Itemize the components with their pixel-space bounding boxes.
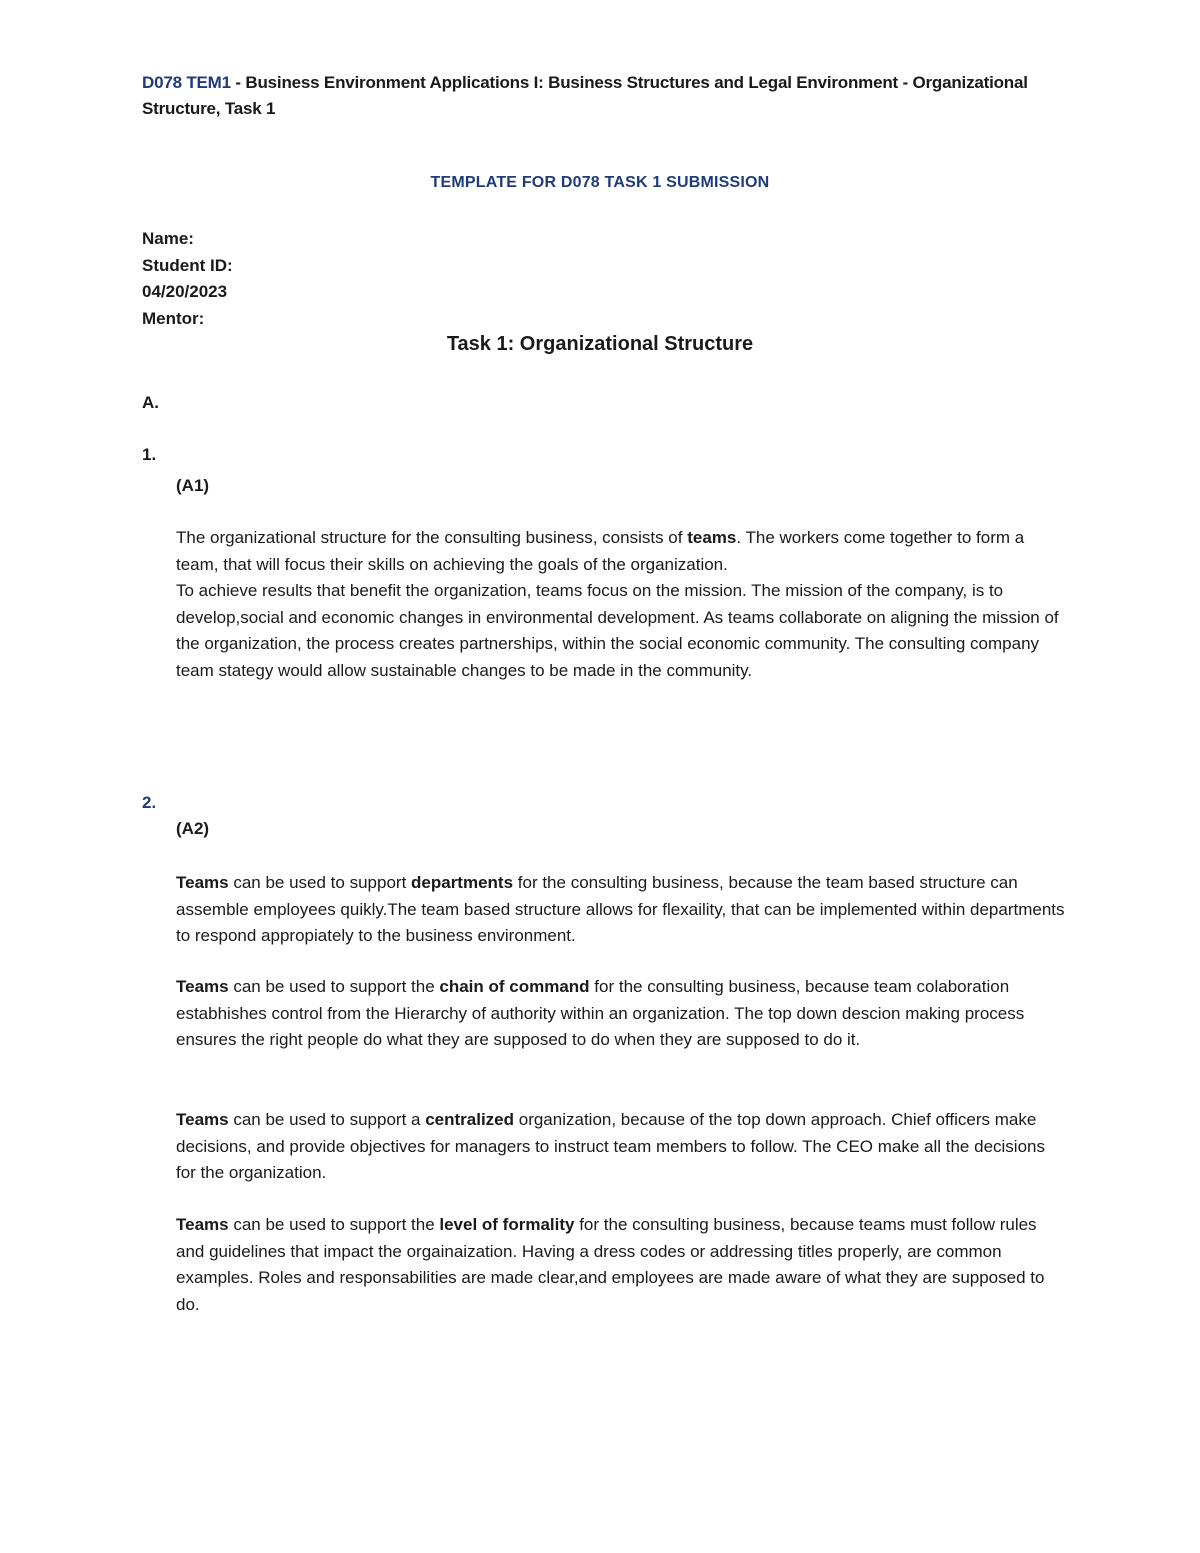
item-2-paragraph-centralized: Teams can be used to support a centralized organization, because of the top down approach. Chief officers make decisions, and provide objectives for managers to instruct team members to follow. The CEO make all the decisions for the organization. (176, 1110, 1045, 1182)
item-2-paragraph-departments: Teams can be used to support departments for the consulting business, because the team based structure can assemble employees quikly.The team based structure allows for flexaility, that can be implemented within departments to respond appropiately to the business environment. (176, 873, 1065, 945)
item-1-text (176, 525, 1066, 684)
item-2-number: 2. (142, 793, 157, 812)
course-code: D078 TEM1 (142, 73, 231, 92)
item-1-paragraph-1: The organizational structure for the consulting business, consists of teams. The workers come together to form a team, that will focus their skills on achieving the goals of the organization. (176, 528, 1025, 574)
student-id-label: Student ID: (142, 255, 233, 275)
document-header (142, 70, 1042, 122)
task-title: Task 1: Organizational Structure (446, 333, 754, 355)
item-1-paragraph-2: To achieve results that benefit the organization, teams focus on the mission. The mission of the company, is to develop,social and economic changes in environmental development. As teams collaborate on aligning the mission of the organization, the process creates partnerships, within the social economic community. The consulting company team stategy would allow sustainable changes to be made in the community. (176, 581, 1059, 680)
name-label: Name: (142, 229, 194, 248)
item-2-paragraph-formality: Teams can be used to support the level of formality for the consulting business, because teams must follow rules and guidelines that impact the orgainaization. Having a dress codes or addressing titles properly, are common examples. Roles and responsabilities are made clear,and employees are made aware of what they are supposed to do. (176, 1215, 1045, 1314)
student-info (142, 226, 233, 332)
template-title: TEMPLATE FOR D078 TASK 1 SUBMISSION (430, 174, 770, 191)
item-2-paragraph-chain-of-command: Teams can be used to support the chain of command for the consulting business, because team colaboration estabhishes control from the Hierarchy of authority within an organization. The top down descion making process ensures the right people do what they are supposed to do when they are supposed to do it. (176, 977, 1025, 1049)
item-1-number: 1. (142, 445, 157, 464)
section-a-label: A. (142, 393, 159, 412)
date-value: 04/20/2023 (142, 282, 228, 301)
course-title: - Business Environment Applications I: Business Structures and Legal Environment - Organizational Structure, Task 1 (142, 73, 1028, 118)
item-2-label: (A2) (176, 819, 210, 838)
teams-keyword: teams (687, 528, 737, 547)
item-1-label: (A1) (176, 476, 210, 495)
mentor-label: Mentor: (142, 308, 205, 328)
